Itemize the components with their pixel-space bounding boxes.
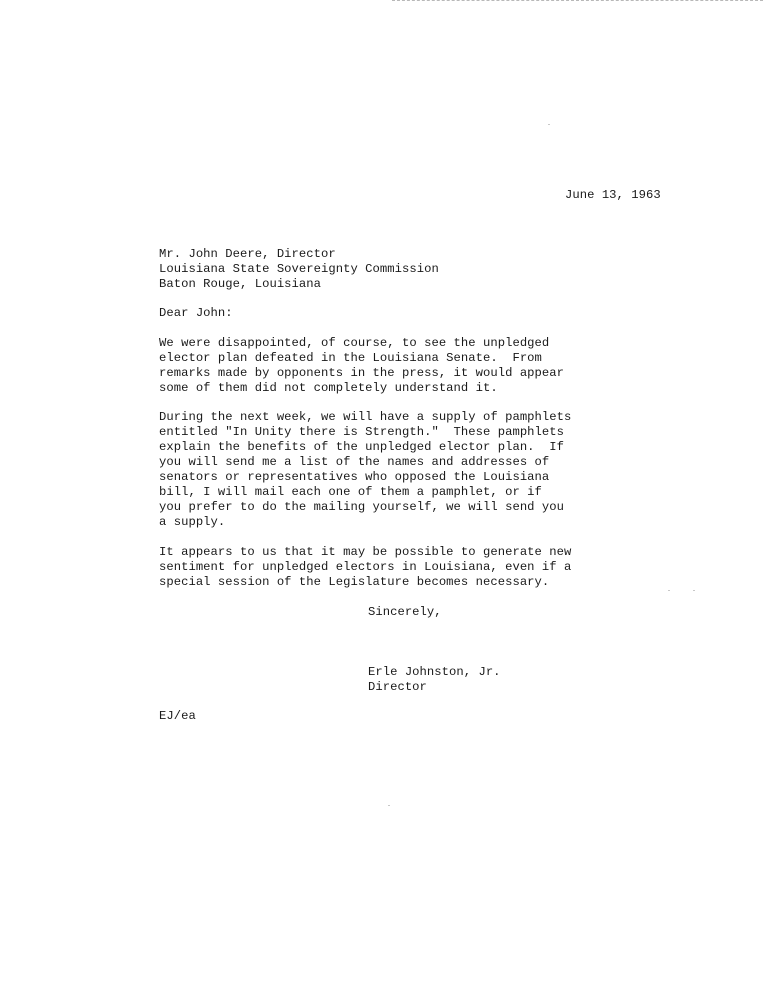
paragraph-2-line: you prefer to do the mailing yourself, we will send you [159,500,565,514]
scan-speck [548,124,550,125]
signer-title: Director [368,680,427,694]
paragraph-2-line: a supply. [159,515,226,529]
paragraph-1-line: We were disappointed, of course, to see the unpledged [159,336,550,350]
paragraph-2-line: bill, I will mail each one of them a pamphlet, or if [159,485,542,499]
signer-name: Erle Johnston, Jr. [368,665,501,679]
recipient-line: Louisiana State Sovereignty Commission [159,262,439,276]
paragraph-2-line: senators or representatives who opposed the Louisiana [159,470,550,484]
paragraph-1-line: elector plan defeated in the Louisiana Senate. From [159,351,542,365]
paragraph-2-line: During the next week, we will have a supply of pamphlets [159,410,572,424]
scan-speck [693,590,695,591]
scan-speck [388,805,390,806]
paragraph-2-line: explain the benefits of the unpledged elector plan. If [159,440,565,454]
letter-date: June 13, 1963 [565,188,661,202]
paragraph-3-line: special session of the Legislature becomes necessary. [159,575,550,589]
paragraph-3-line: It appears to us that it may be possible to generate new [159,545,572,559]
closing: Sincerely, [368,605,442,619]
paragraph-3-line: sentiment for unpledged electors in Louisiana, even if a [159,560,572,574]
recipient-line: Baton Rouge, Louisiana [159,277,322,291]
paragraph-1-line: some of them did not completely understand it. [159,381,498,395]
recipient-line: Mr. John Deere, Director [159,247,336,261]
paragraph-2-line: entitled "In Unity there is Strength." These pamphlets [159,425,565,439]
reference-initials: EJ/ea [159,709,196,723]
scan-speck [668,590,670,591]
paragraph-1-line: remarks made by opponents in the press, it would appear [159,366,565,380]
paragraph-2-line: you will send me a list of the names and addresses of [159,455,550,469]
salutation: Dear John: [159,306,233,320]
